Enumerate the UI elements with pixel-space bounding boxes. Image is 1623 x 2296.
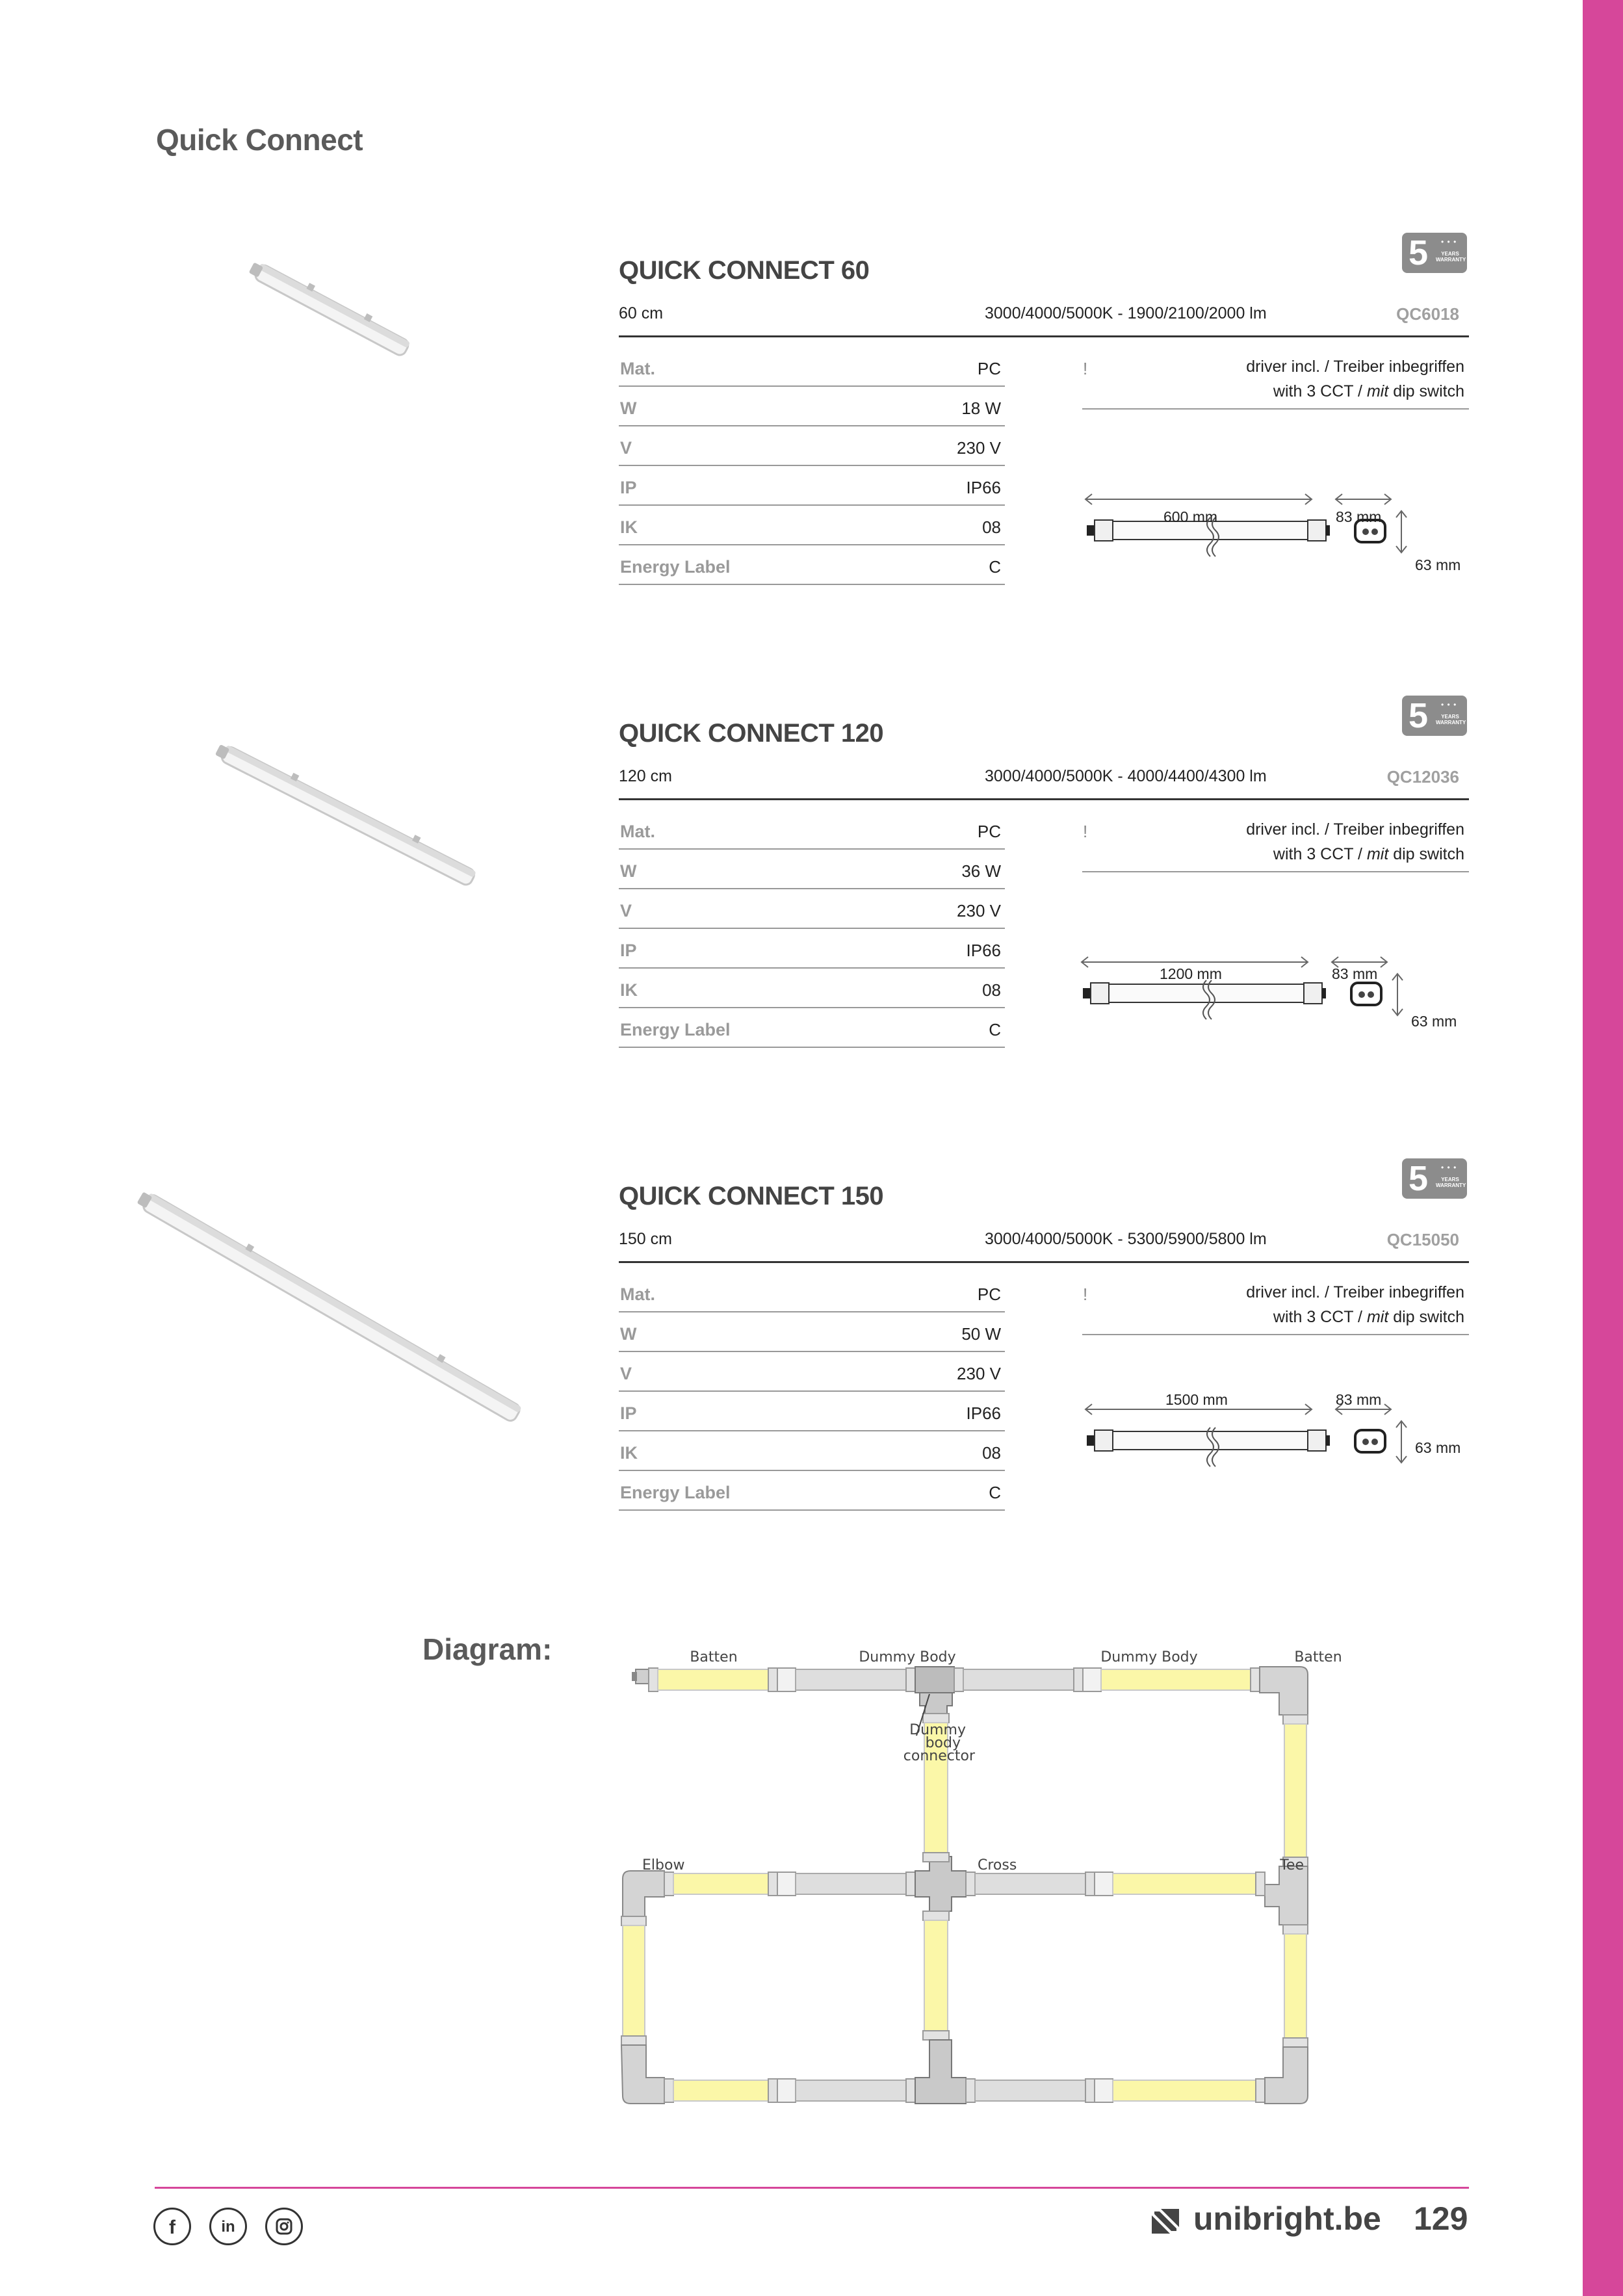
spec-row-mat: Mat. PC — [619, 347, 1005, 387]
spec-row-mat: Mat. PC — [619, 810, 1005, 850]
warranty-badge: 5 • • • YEARS WARRANTY — [1402, 233, 1467, 273]
page-title: Quick Connect — [156, 123, 363, 157]
warranty-badge: 5 • • • YEARS WARRANTY — [1402, 1158, 1467, 1199]
product-cct-lumen: 3000/4000/5000K - 4000/4400/4300 lm — [985, 767, 1267, 785]
spec-row-ik: IK 08 — [619, 1431, 1005, 1471]
diagram-heading: Diagram: — [422, 1632, 552, 1666]
product-length: 120 cm — [619, 767, 672, 785]
header-rule — [619, 798, 1469, 800]
spec-row-v: V 230 V — [619, 426, 1005, 466]
svg-text:f: f — [169, 2217, 175, 2238]
spec-row-ip: IP IP66 — [619, 929, 1005, 969]
spec-row-ip: IP IP66 — [619, 1392, 1005, 1431]
product-length: 60 cm — [619, 304, 664, 322]
label-cross: Cross — [978, 1857, 1017, 1873]
spec-row-w: W 50 W — [619, 1312, 1005, 1352]
label-dummy-connector-2: body — [925, 1735, 961, 1751]
label-batten-right: Batten — [1294, 1649, 1342, 1665]
label-dummy-body-left: Dummy Body — [859, 1649, 956, 1665]
product-image — [110, 1178, 552, 1438]
product-image — [201, 738, 494, 894]
linkedin-icon[interactable] — [209, 2208, 247, 2245]
note-mark: ! — [1083, 822, 1088, 841]
spec-row-mat: Mat. PC — [619, 1273, 1005, 1312]
dimension-end: 83 mm — [1336, 508, 1382, 525]
brand-logo-icon — [1152, 2209, 1179, 2234]
spec-row-v: V 230 V — [619, 1352, 1005, 1392]
spec-row-ip: IP IP66 — [619, 466, 1005, 506]
dimension-drawing — [1079, 1390, 1469, 1468]
spec-row-energy: Energy Label C — [619, 1008, 1005, 1048]
label-dummy-connector-1: Dummy — [909, 1722, 966, 1738]
dimension-height: 63 mm — [1411, 1013, 1457, 1030]
label-dummy-connector-3: connector — [903, 1748, 975, 1764]
dimension-height: 63 mm — [1415, 556, 1461, 573]
note-cct-switch: with 3 CCT / mit dip switch — [1273, 1308, 1464, 1326]
note-driver: driver incl. / Treiber inbegriffen — [1246, 1283, 1464, 1301]
product-code: QC12036 — [1386, 767, 1459, 787]
product-name: QUICK CONNECT 150 — [619, 1182, 884, 1210]
spec-row-energy: Energy Label C — [619, 545, 1005, 585]
facebook-icon[interactable] — [153, 2208, 191, 2245]
label-tee: Tee — [1280, 1857, 1304, 1873]
spec-table — [619, 810, 1005, 1048]
product-name: QUICK CONNECT 120 — [619, 719, 884, 748]
note-rule — [1082, 408, 1469, 410]
note-rule — [1082, 871, 1469, 872]
product-quick-connect-150 — [0, 1158, 1573, 1574]
instagram-icon[interactable] — [265, 2208, 303, 2245]
product-code: QC15050 — [1386, 1230, 1459, 1249]
product-length: 150 cm — [619, 1230, 672, 1248]
brand-name[interactable]: unibright.be — [1193, 2200, 1381, 2237]
spec-table — [619, 1273, 1005, 1511]
product-cct-lumen: 3000/4000/5000K - 5300/5900/5800 lm — [985, 1230, 1267, 1248]
note-driver: driver incl. / Treiber inbegriffen — [1246, 358, 1464, 376]
product-quick-connect-120 — [0, 696, 1573, 1112]
product-code: QC6018 — [1396, 304, 1459, 324]
note-driver: driver incl. / Treiber inbegriffen — [1246, 820, 1464, 839]
note-rule — [1082, 1334, 1469, 1335]
spec-row-ik: IK 08 — [619, 506, 1005, 545]
note-mark: ! — [1083, 1285, 1088, 1304]
product-quick-connect-60 — [0, 233, 1573, 649]
warranty-badge: 5 • • • YEARS WARRANTY — [1402, 696, 1467, 736]
product-image — [240, 259, 422, 363]
spec-row-v: V 230 V — [619, 889, 1005, 929]
label-elbow: Elbow — [642, 1857, 685, 1873]
label-dummy-body-right: Dummy Body — [1100, 1649, 1198, 1665]
connection-diagram — [611, 1638, 1456, 2132]
spec-row-w: W 18 W — [619, 387, 1005, 426]
footer-rule — [155, 2187, 1469, 2189]
label-batten-left: Batten — [690, 1649, 738, 1665]
spec-row-ik: IK 08 — [619, 969, 1005, 1008]
dimension-height: 63 mm — [1415, 1439, 1461, 1456]
note-cct-switch: with 3 CCT / mit dip switch — [1273, 382, 1464, 400]
dimension-drawing — [1079, 480, 1469, 558]
dimension-length: 1200 mm — [1160, 965, 1222, 982]
header-rule — [619, 1261, 1469, 1263]
dimension-length: 600 mm — [1163, 508, 1218, 525]
svg-text:in: in — [221, 2218, 235, 2236]
dimension-length: 1500 mm — [1165, 1391, 1228, 1408]
side-accent-bar — [1583, 0, 1623, 2296]
note-cct-switch: with 3 CCT / mit dip switch — [1273, 845, 1464, 863]
note-mark: ! — [1083, 359, 1088, 378]
header-rule — [619, 335, 1469, 337]
product-cct-lumen: 3000/4000/5000K - 1900/2100/2000 lm — [985, 304, 1267, 322]
spec-table — [619, 347, 1005, 585]
dimension-end: 83 mm — [1336, 1391, 1382, 1408]
dimension-end: 83 mm — [1332, 965, 1378, 982]
spec-row-energy: Energy Label C — [619, 1471, 1005, 1511]
spec-row-w: W 36 W — [619, 850, 1005, 889]
page-number: 129 — [1414, 2200, 1468, 2237]
product-name: QUICK CONNECT 60 — [619, 256, 870, 285]
dimension-drawing — [1075, 943, 1465, 1021]
